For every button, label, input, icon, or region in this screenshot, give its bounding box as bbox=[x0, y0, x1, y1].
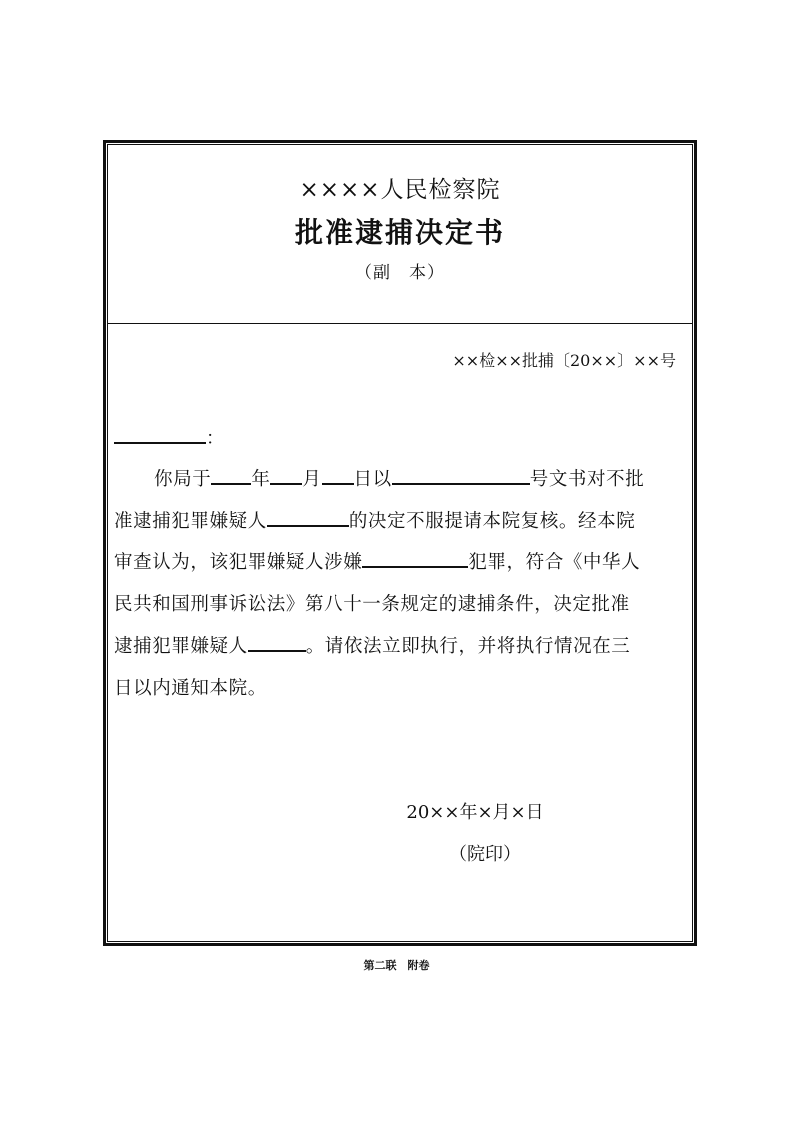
body-line-4: 民共和国刑事诉讼法》第八十一条规定的逮捕条件，决定批准 bbox=[114, 594, 630, 615]
salutation-colon: ： bbox=[206, 428, 224, 449]
body-text: 的决定不服提请本院复核。经本院 bbox=[348, 511, 636, 532]
body-text: 犯罪，符合《中华人 bbox=[468, 552, 641, 573]
document-number-blank[interactable] bbox=[392, 467, 530, 485]
body-line-1 bbox=[154, 465, 644, 491]
body-text: 准逮捕犯罪嫌疑人 bbox=[114, 511, 267, 532]
body-line-3 bbox=[114, 548, 640, 574]
year-blank[interactable] bbox=[211, 467, 251, 485]
copy-label: （副 本） bbox=[355, 263, 445, 283]
signature-date: 20××年×月×日 bbox=[406, 802, 544, 823]
organization-name: ××××人民检察院 bbox=[299, 177, 501, 203]
body-text: 审查认为，该犯罪嫌疑人涉嫌 bbox=[114, 552, 363, 573]
suspect-name-blank[interactable] bbox=[267, 509, 349, 527]
document-number: ××检××批捕〔20××〕××号 bbox=[452, 351, 676, 370]
body-line-6: 日以内通知本院。 bbox=[114, 678, 267, 699]
court-seal-label: （院印） bbox=[449, 844, 521, 865]
footer-copy-note: 第二联 附卷 bbox=[363, 959, 430, 972]
body-line-2 bbox=[114, 507, 635, 533]
body-text: 年 bbox=[251, 469, 271, 490]
body-text: 日以 bbox=[353, 469, 392, 490]
body-line-5 bbox=[114, 632, 630, 658]
month-blank[interactable] bbox=[270, 467, 302, 485]
body-text: 。请依法立即执行，并将执行情况在三 bbox=[305, 636, 631, 657]
suspect-name-blank-2[interactable] bbox=[248, 634, 306, 652]
salutation bbox=[114, 424, 224, 450]
document-title: 批准逮捕决定书 bbox=[294, 216, 505, 249]
body-text: 逮捕犯罪嫌疑人 bbox=[114, 636, 248, 657]
recipient-blank[interactable] bbox=[114, 426, 206, 444]
day-blank[interactable] bbox=[322, 467, 354, 485]
body-text: 你局于 bbox=[154, 469, 212, 490]
header-divider bbox=[107, 323, 693, 324]
body-text: 月 bbox=[302, 469, 322, 490]
body-text: 号文书对不批 bbox=[529, 469, 645, 490]
crime-blank[interactable] bbox=[362, 550, 468, 568]
